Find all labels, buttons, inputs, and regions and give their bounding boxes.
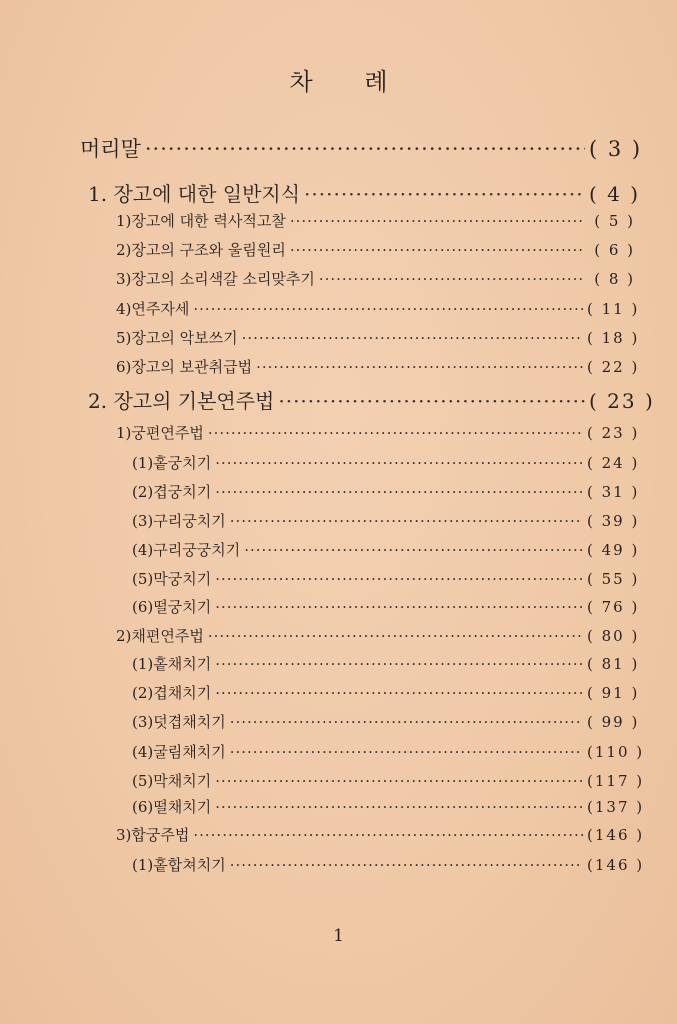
toc-entry-label: (5)막채치기 — [132, 772, 212, 790]
toc-entry — [132, 653, 640, 674]
leader-dots — [208, 424, 583, 442]
leader-dots — [208, 627, 583, 645]
toc-entry — [132, 452, 640, 473]
toc-entry — [116, 239, 635, 260]
toc-entry-page: ( 23 ) — [589, 389, 655, 413]
toc-entry — [116, 422, 640, 443]
toc-entry-label: 머리말 — [80, 137, 141, 161]
toc-entry-page: ( 81 ) — [587, 655, 640, 673]
leader-dots — [193, 826, 583, 844]
toc-entry-page: ( 76 ) — [587, 598, 640, 616]
toc-entry-page: ( 22 ) — [587, 358, 640, 376]
toc-entry — [88, 385, 655, 414]
toc-entry-label: 1. 장고에 대한 일반지식 — [88, 182, 301, 206]
leader-dots — [230, 512, 583, 530]
toc-entry-label: 6)장고의 보관취급법 — [116, 358, 253, 376]
toc-entry-page: ( 99 ) — [587, 713, 640, 731]
page-number: 1 — [333, 926, 344, 946]
leader-dots — [290, 212, 583, 230]
toc-entry — [132, 596, 640, 617]
leader-dots — [290, 241, 583, 259]
toc-entry-page: ( 55 ) — [587, 570, 640, 588]
toc-entry — [116, 298, 640, 319]
page-title: 차 례 — [289, 68, 410, 96]
leader-dots — [215, 655, 583, 673]
toc-entry-label: (3)구리궁치기 — [132, 512, 226, 530]
toc-entry-page: ( 18 ) — [587, 329, 640, 347]
leader-dots — [230, 743, 583, 761]
leader-dots — [242, 329, 583, 347]
toc-entry — [132, 796, 645, 817]
toc-entry — [116, 327, 640, 348]
toc-entry-label: 1)궁편연주법 — [116, 424, 204, 442]
toc-entry — [116, 268, 635, 289]
toc-entry — [132, 854, 645, 875]
toc-entry — [116, 625, 640, 646]
toc-entry — [80, 133, 643, 163]
toc-entry-page: (110 ) — [587, 743, 645, 761]
toc-entry — [132, 481, 640, 502]
toc-entry-label: (2)겹궁치기 — [132, 483, 212, 501]
toc-entry-page: (117 ) — [587, 772, 645, 790]
leader-dots — [230, 713, 583, 731]
toc-entry-page: ( 23 ) — [587, 424, 640, 442]
toc-entry-page: ( 5 ) — [594, 212, 635, 230]
leader-dots — [215, 570, 583, 588]
leader-dots — [215, 772, 583, 790]
toc-entry-label: (6)떨채치기 — [132, 798, 212, 816]
toc-entry — [116, 356, 640, 377]
toc-entry-label: (3)덧겹채치기 — [132, 713, 226, 731]
toc-entry-label: (1)홑합쳐치기 — [132, 856, 226, 874]
leader-dots — [319, 270, 583, 288]
leader-dots — [215, 684, 583, 702]
toc-entry-label: (4)굴림채치기 — [132, 743, 226, 761]
toc-entry — [132, 741, 645, 762]
leader-dots — [215, 483, 583, 501]
leader-dots — [304, 182, 585, 206]
toc-entry-page: ( 3 ) — [589, 137, 643, 161]
toc-entry-page: (146 ) — [587, 856, 645, 874]
toc-entry-label: (6)떨궁치기 — [132, 598, 212, 616]
toc-entry-page: ( 8 ) — [594, 270, 635, 288]
leader-dots — [215, 598, 583, 616]
leader-dots — [244, 541, 583, 559]
leader-dots — [215, 798, 583, 816]
toc-entry-page: (146 ) — [587, 826, 645, 844]
toc-entry — [132, 568, 640, 589]
leader-dots — [256, 358, 583, 376]
toc-entry — [116, 824, 645, 845]
toc-entry-page: ( 4 ) — [589, 182, 641, 206]
toc-entry-page: ( 80 ) — [587, 627, 640, 645]
leader-dots — [145, 137, 585, 161]
toc-entry-label: 2)장고의 구조와 울림원리 — [116, 241, 286, 259]
toc-entry-label: 3)장고의 소리색갈 소리맞추기 — [116, 270, 315, 288]
toc-entry-page: (137 ) — [587, 798, 645, 816]
toc-entry-page: ( 91 ) — [587, 684, 640, 702]
toc-entry-label: (2)겹채치기 — [132, 684, 212, 702]
leader-dots — [230, 856, 583, 874]
toc-entry — [132, 770, 645, 791]
leader-dots — [193, 300, 583, 318]
toc-entry — [132, 539, 640, 560]
toc-entry-page: ( 49 ) — [587, 541, 640, 559]
toc-entry — [116, 210, 635, 231]
toc-entry-label: 1)장고에 대한 력사적고찰 — [116, 212, 286, 230]
toc-entry-page: ( 24 ) — [587, 454, 640, 472]
toc-entry-page: ( 31 ) — [587, 483, 640, 501]
toc-entry-label: (4)구리궁궁치기 — [132, 541, 241, 559]
toc-entry-label: (1)홑궁치기 — [132, 454, 212, 472]
toc-entry-label: (1)홑채치기 — [132, 655, 212, 673]
toc-entry-page: ( 11 ) — [587, 300, 640, 318]
toc-entry — [132, 711, 640, 732]
toc-entry — [132, 510, 640, 531]
toc-entry-label: 5)장고의 악보쓰기 — [116, 329, 238, 347]
toc-entry — [88, 178, 641, 207]
toc-entry-label: 2. 장고의 기본연주법 — [88, 389, 275, 413]
toc-entry-label: 4)연주자세 — [116, 300, 190, 318]
toc-entry — [132, 682, 640, 703]
toc-entry-label: 2)채편연주법 — [116, 627, 204, 645]
leader-dots — [278, 389, 585, 413]
toc-entry-page: ( 6 ) — [594, 241, 635, 259]
toc-entry-label: (5)막궁치기 — [132, 570, 212, 588]
leader-dots — [215, 454, 583, 472]
toc-entry-label: 3)합궁주법 — [116, 826, 190, 844]
toc-entry-page: ( 39 ) — [587, 512, 640, 530]
